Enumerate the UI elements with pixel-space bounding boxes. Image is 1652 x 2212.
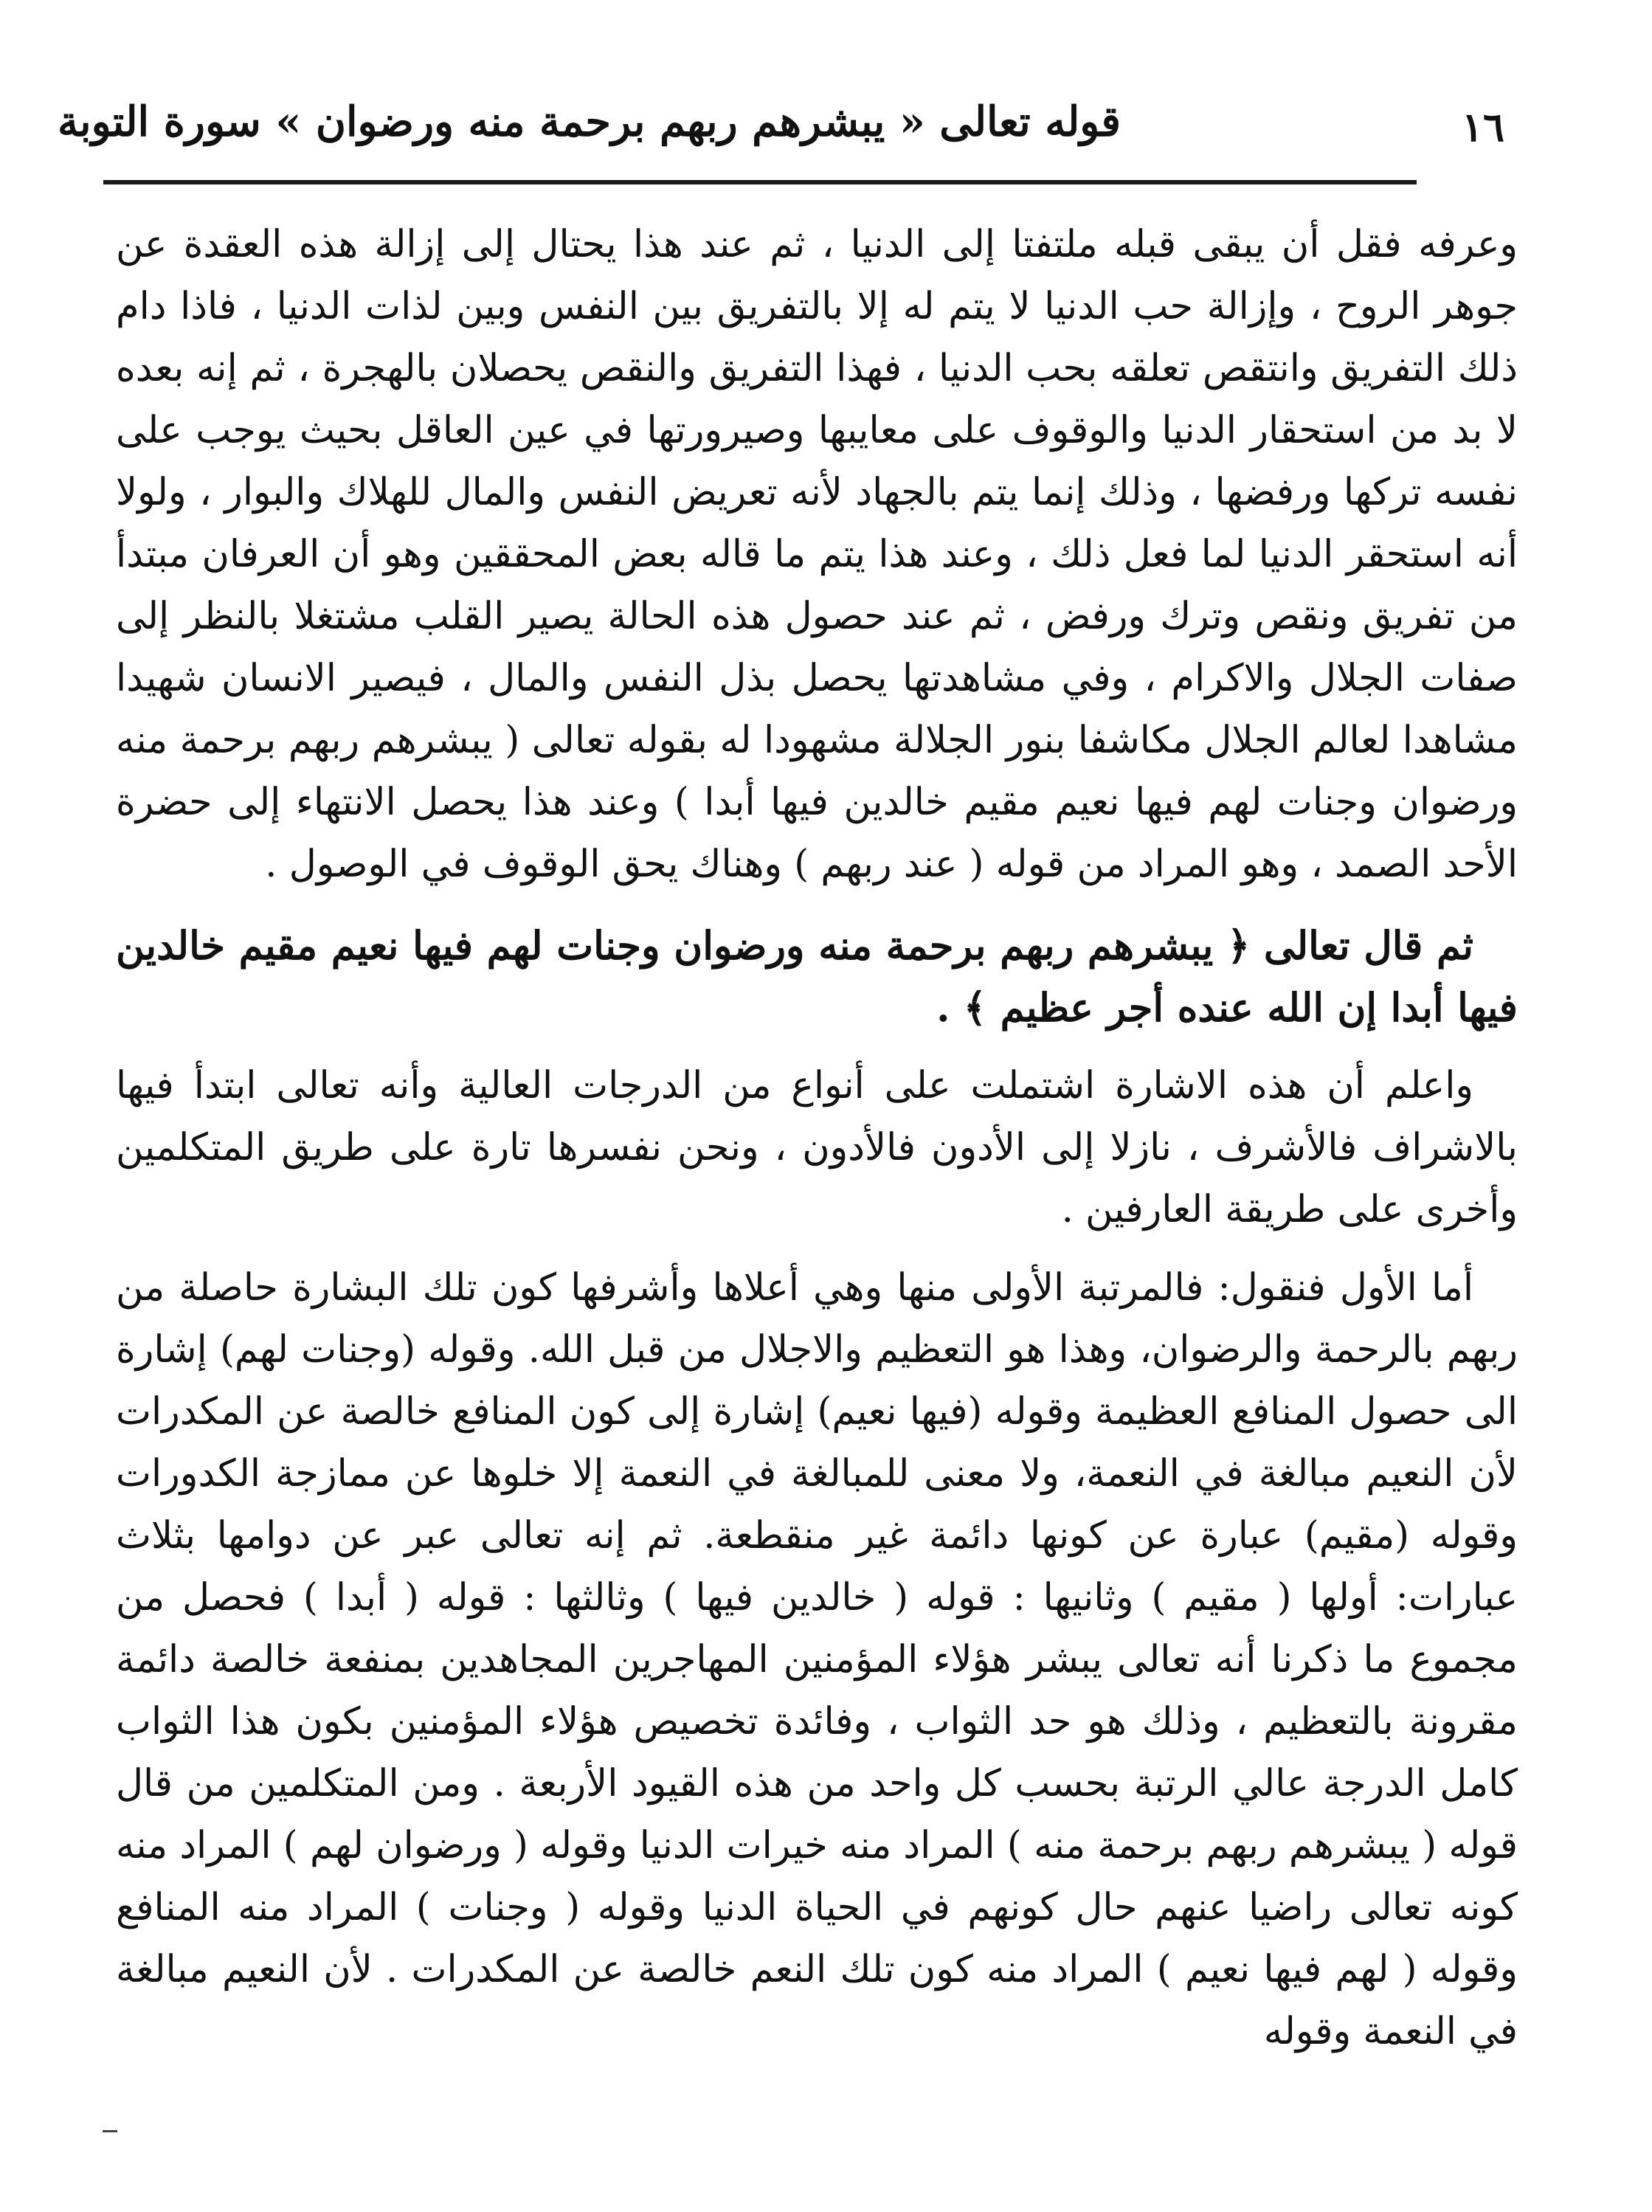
running-title: قوله تعالى « يبشرهم ربهم برحمة منه ورضوان » سورة التوبة: [58, 97, 1121, 146]
paragraph: أما الأول فنقول: فالمرتبة الأولى منها وهي أعلاها وأشرفها كون تلك البشارة حاصلة من ربهم بالرحمة والرضوان، وهذا هو التعظيم والاجلال من قبل الله. وقوله (وجنات لهم) إشارة الى حصول المنافع العظيمة وقوله (فيها نعيم) إشارة إلى كون المنافع خالصة عن المكدرات لأن النعيم مبالغة في النعمة، ولا معنى للمبالغة في النعمة إلا خلوها عن ممازجة الكدورات وقوله (مقيم) عبارة عن كونها دائمة غير منقطعة. ثم إنه تعالى عبر عن دوامها بثلاث عبارات: أولها ( مقيم ) وثانيها : قوله ( خالدين فيها ) وثالثها : قوله ( أبدا ) فحصل من مجموع ما ذكرنا أنه تعالى يبشر هؤلاء المؤمنين المهاجرين المجاهدين بمنفعة خالصة دائمة مقرونة بالتعظيم ، وذلك هو حد الثواب ، وفائدة تخصيص هؤلاء المؤمنين بكون هذا الثواب كامل الدرجة عالي الرتبة بحسب كل واحد من هذه القيود الأربعة . ومن المتكلمين من قال قوله ( يبشرهم ربهم برحمة منه ) المراد منه خيرات الدنيا وقوله ( ورضوان لهم ) المراد منه كونه تعالى راضيا عنهم حال كونهم في الحياة الدنيا وقوله ( وجنات ) المراد منه المنافع وقوله ( لهم فيها نعيم ) المراد منه كون تلك النعم خالصة عن المكدرات . لأن النعيم مبالغة في النعمة وقوله: [116, 1266, 1518, 2053]
quran-verse-paragraph: ثم قال تعالى ﴿ يبشرهم ربهم برحمة منه ورضوان وجنات لهم فيها نعيم مقيم خالدين فيها أبدا إن الله عنده أجر عظيم ﴾ .: [116, 923, 1518, 1031]
body-text: [116, 214, 1518, 2063]
page-number: ١٦: [1461, 103, 1504, 151]
page-header: [58, 87, 1534, 168]
paragraph: وعرفه فقل أن يبقى قبله ملتفتا إلى الدنيا ، ثم عند هذا يحتال إلى إزالة هذه العقدة عن جوهر الروح ، وإزالة حب الدنيا لا يتم له إلا بالتفريق بين النفس وبين لذات الدنيا ، فاذا دام ذلك التفريق وانتقص تعلقه بحب الدنيا ، فهذا التفريق والنقص يحصلان بالهجرة ، ثم إنه بعده لا بد من استحقار الدنيا والوقوف على معايبها وصيرورتها في عين العاقل بحيث يوجب على نفسه تركها ورفضها ، وذلك إنما يتم بالجهاد لأنه تعريض النفس والمال للهلاك والبوار ، ولولا أنه استحقر الدنيا لما فعل ذلك ، وعند هذا يتم ما قاله بعض المحققين وهو أن العرفان مبتدأ من تفريق ونقص وترك ورفض ، ثم عند حصول هذه الحالة يصير القلب مشتغلا بالنظر إلى صفات الجلال والاكرام ، وفي مشاهدتها يحصل بذل النفس والمال ، فيصير الانسان شهيدا مشاهدا لعالم الجلال مكاشفا بنور الجلالة مشهودا له بقوله تعالى ( يبشرهم ربهم برحمة منه ورضوان وجنات لهم فيها نعيم مقيم خالدين فيها أبدا ) وعند هذا يحصل الانتهاء إلى حضرة الأحد الصمد ، وهو المراد من قوله ( عند ربهم ) وهناك يحق الوقوف في الوصول .: [116, 223, 1518, 886]
scan-mark: [103, 2130, 117, 2132]
paragraph: واعلم أن هذه الاشارة اشتملت على أنواع من الدرجات العالية وأنه تعالى ابتدأ فيها بالاشراف فالأشرف ، نازلا إلى الأدون فالأدون ، ونحن نفسرها تارة على طريق المتكلمين وأخرى على طريقة العارفين .: [116, 1064, 1518, 1231]
header-divider: [103, 180, 1417, 184]
